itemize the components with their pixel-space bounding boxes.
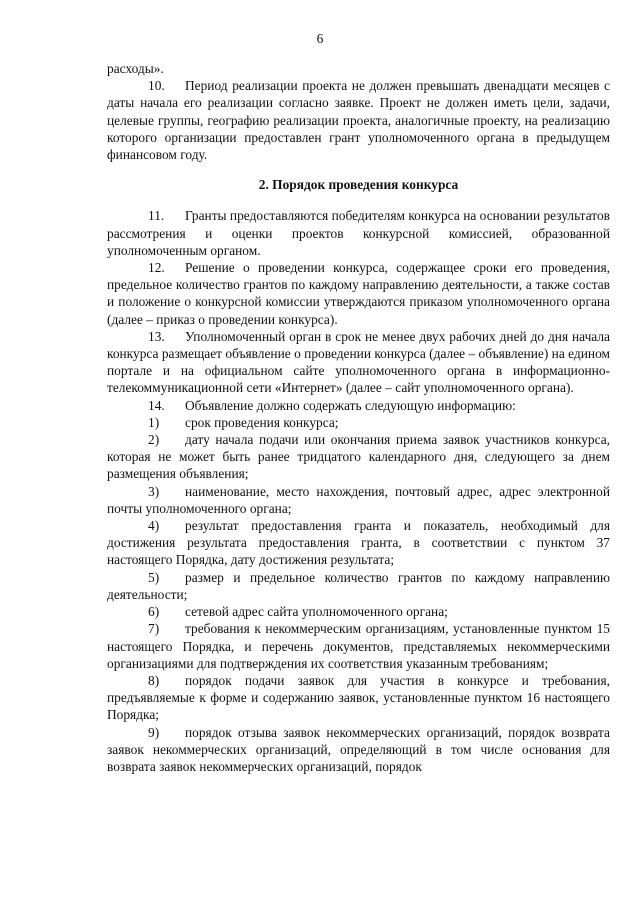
list-item-text: порядок подачи заявок для участия в конкурсе и требования, предъявляемые к форме и содержанию заявок, установленные пунктом 16 настоящего Порядка; <box>107 672 610 723</box>
list-item-text: требования к некоммерческим организациям, установленные пунктом 15 настоящего Порядка, и перечень документов, представляемых некоммерческими организациями для подтверждения их соответствия указанным требованиям; <box>107 621 610 671</box>
paragraph-text: Объявление должно содержать следующую информацию: <box>185 397 516 413</box>
page-number: 6 <box>316 31 324 46</box>
list-item-number: 3) <box>148 483 160 499</box>
list-item-number: 2) <box>148 432 160 448</box>
continuation-text: расходы». <box>107 61 164 76</box>
paragraph-13 <box>107 328 610 397</box>
list-item-number: 8) <box>148 672 160 688</box>
list-item-5 <box>107 569 610 603</box>
paragraph-number: 11. <box>148 208 165 224</box>
paragraph-10 <box>107 77 610 163</box>
list-item-text: дату начала подачи или окончания приема заявок участников конкурса, которая не может быть ранее тридцатого календарного дня, следующего за днем размещения объявления; <box>107 432 610 482</box>
list-item-7 <box>107 620 610 672</box>
list-item-text: срок проведения конкурса; <box>185 414 339 430</box>
paragraph-number: 10. <box>148 78 165 94</box>
list-item-number: 1) <box>148 414 160 430</box>
list-item-number: 5) <box>148 569 160 585</box>
list-item-text: наименование, место нахождения, почтовый адрес, адрес электронной почты уполномоченного органа; <box>107 483 610 516</box>
list-item-9 <box>107 724 610 776</box>
paragraph-14 <box>107 397 610 414</box>
document-body <box>107 60 610 775</box>
list-item-number: 4) <box>148 518 160 534</box>
list-item-text: результат предоставления гранта и показатель, необходимый для достижения результата предоставления гранта, в соответствии с пунктом 37 настоящего Порядка, дату достижения результата; <box>107 518 610 568</box>
list-item-text: порядок отзыва заявок некоммерческих организаций, порядок возврата заявок некоммерческих организаций, определяющий в том числе основания для возврата заявок некоммерческих организаций, порядок <box>107 724 610 774</box>
list-item-6 <box>107 603 610 620</box>
paragraph-number: 13. <box>148 328 165 344</box>
paragraph-11 <box>107 207 610 259</box>
list-item-2 <box>107 431 610 483</box>
list-item-number: 6) <box>148 604 160 620</box>
list-item-1 <box>107 414 610 431</box>
paragraph-text: Уполномоченный орган в срок не менее двух рабочих дней до дня начала конкурса размещает объявление о проведении конкурса (далее – объявление) на едином портале и на официальном сайте уполномоченного органа в информационно-телекоммуникационной сети «Интернет» (далее – сайт уполномоченного органа). <box>107 328 610 396</box>
list-item-text: сетевой адрес сайта уполномоченного органа; <box>185 604 448 620</box>
list-item-3 <box>107 483 610 517</box>
list-item-number: 7) <box>148 621 160 637</box>
list-item-number: 9) <box>148 724 160 740</box>
list-item-8 <box>107 672 610 724</box>
paragraph-12 <box>107 259 610 328</box>
list-item-4 <box>107 517 610 569</box>
paragraph-text: Гранты предоставляются победителям конкурса на основании результатов рассмотрения и оценки проектов конкурсной комиссией, образованной уполномоченным органом. <box>107 208 610 258</box>
section-heading: 2. Порядок проведения конкурса <box>258 177 459 193</box>
list-item-text: размер и предельное количество грантов по каждому направлению деятельности; <box>107 569 610 602</box>
paragraph-number: 14. <box>148 397 165 413</box>
paragraph-text: Период реализации проекта не должен превышать двенадцати месяцев с даты начала его реализации согласно заявке. Проект не должен иметь цели, задачи, целевые группы, географию реализации проекта, аналогичные проекту, на реализацию которого организации предоставлен грант уполномоченного органа в предыдущем финансовом году. <box>107 78 610 163</box>
paragraph-number: 12. <box>148 260 165 276</box>
paragraph-text: Решение о проведении конкурса, содержащее сроки его проведения, предельное количество грантов по каждому направлению деятельности, а также состав и положение о конкурсной комиссии утверждаются приказом уполномоченного органа (далее – приказ о проведении конкурса). <box>107 260 610 327</box>
